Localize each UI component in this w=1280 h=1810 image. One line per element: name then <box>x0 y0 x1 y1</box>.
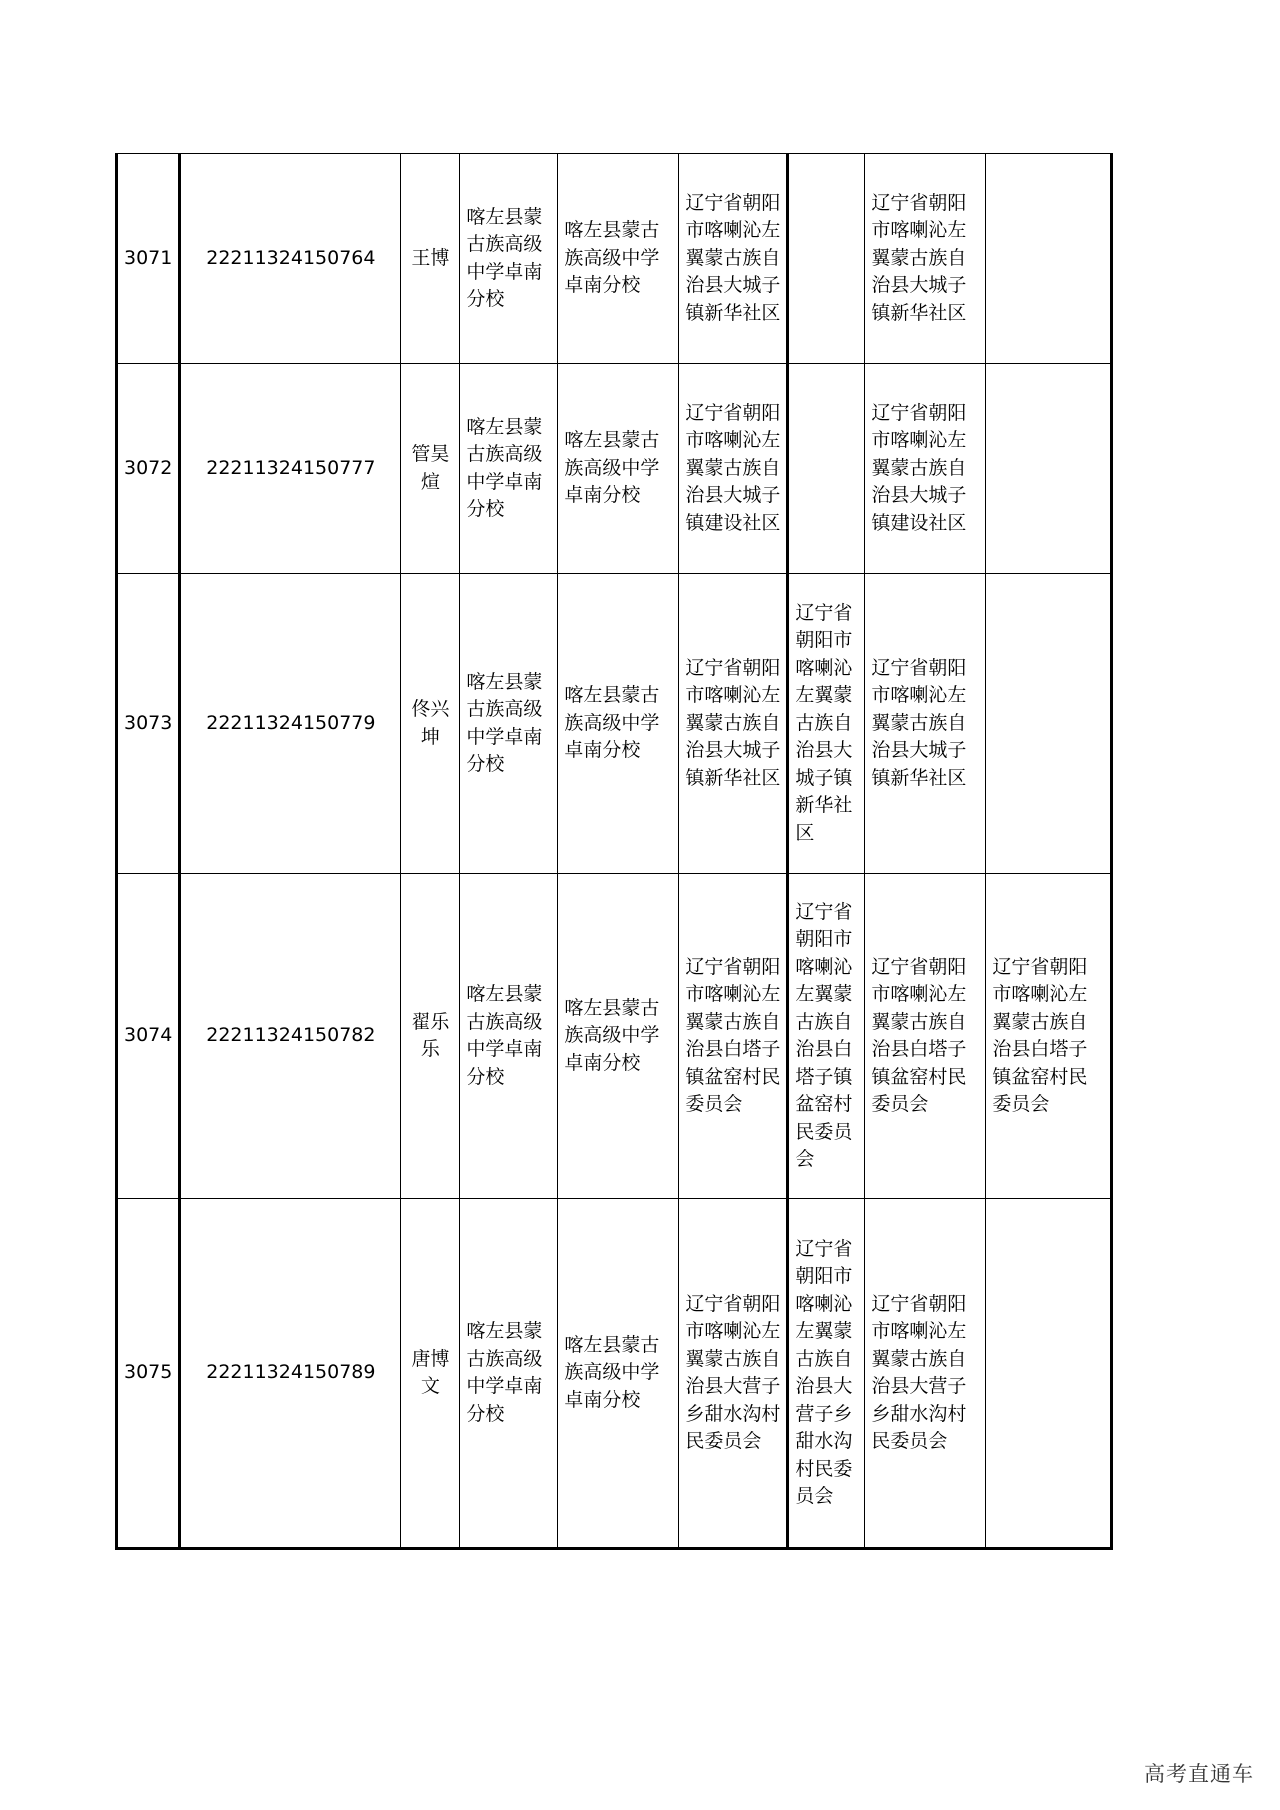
name-cell-text: 唐博文 <box>411 1347 450 1397</box>
address-cell-1 <box>679 574 788 874</box>
name-cell <box>401 364 460 574</box>
address-cell-1-text: 辽宁省朝阳市喀喇沁左翼蒙古族自治县大城子镇新华社区 <box>685 191 781 324</box>
address-cell-3 <box>865 874 986 1199</box>
address-cell-2-text: 辽宁省朝阳市喀喇沁左翼蒙古族自治县大营子乡甜水沟村民委员会 <box>795 1237 853 1507</box>
name-cell <box>401 574 460 874</box>
seq-cell <box>117 574 180 874</box>
exam-id-cell <box>180 154 401 364</box>
exam-id-cell-text: 22211324150782 <box>206 1024 376 1047</box>
school-cell-2 <box>558 574 679 874</box>
exam-id-cell-text: 22211324150789 <box>206 1361 376 1384</box>
school-cell-2-text: 喀左县蒙古族高级中学卓南分校 <box>564 429 660 507</box>
school-cell-text: 喀左县蒙古族高级中学卓南分校 <box>466 415 543 520</box>
school-cell-2-text: 喀左县蒙古族高级中学卓南分校 <box>564 1333 660 1411</box>
seq-cell-text: 3071 <box>124 246 173 269</box>
address-cell-4 <box>986 874 1112 1199</box>
address-cell-3 <box>865 1199 986 1549</box>
school-cell-2-text: 喀左县蒙古族高级中学卓南分校 <box>564 219 660 297</box>
name-cell-text: 管昊煊 <box>411 443 450 493</box>
address-cell-2 <box>788 364 865 574</box>
seq-cell <box>117 364 180 574</box>
seq-cell-text: 3075 <box>124 1361 173 1384</box>
exam-id-cell <box>180 574 401 874</box>
table-row <box>117 874 1112 1199</box>
address-cell-1 <box>679 154 788 364</box>
address-cell-3 <box>865 364 986 574</box>
seq-cell-text: 3072 <box>124 456 173 479</box>
address-cell-4-text: 辽宁省朝阳市喀喇沁左翼蒙古族自治县白塔子镇盆窑村民委员会 <box>992 955 1088 1115</box>
table-row <box>117 154 1112 364</box>
exam-id-cell-text: 22211324150779 <box>206 711 376 734</box>
seq-cell <box>117 154 180 364</box>
address-cell-4 <box>986 574 1112 874</box>
address-cell-3 <box>865 574 986 874</box>
address-cell-2 <box>788 574 865 874</box>
table-row <box>117 364 1112 574</box>
address-cell-2 <box>788 1199 865 1549</box>
address-cell-1-text: 辽宁省朝阳市喀喇沁左翼蒙古族自治县大营子乡甜水沟村民委员会 <box>685 1292 781 1452</box>
school-cell <box>460 874 558 1199</box>
exam-id-cell <box>180 1199 401 1549</box>
school-cell <box>460 1199 558 1549</box>
exam-id-cell <box>180 364 401 574</box>
school-cell-text: 喀左县蒙古族高级中学卓南分校 <box>466 983 543 1088</box>
admission-table <box>115 153 1113 1550</box>
name-cell <box>401 874 460 1199</box>
name-cell <box>401 154 460 364</box>
address-cell-1-text: 辽宁省朝阳市喀喇沁左翼蒙古族自治县白塔子镇盆窑村民委员会 <box>685 955 781 1115</box>
school-cell-2-text: 喀左县蒙古族高级中学卓南分校 <box>564 684 660 762</box>
school-cell-2 <box>558 1199 679 1549</box>
school-cell-2 <box>558 364 679 574</box>
address-cell-3-text: 辽宁省朝阳市喀喇沁左翼蒙古族自治县大城子镇新华社区 <box>871 656 967 789</box>
name-cell <box>401 1199 460 1549</box>
school-cell-2-text: 喀左县蒙古族高级中学卓南分校 <box>564 996 660 1074</box>
seq-cell-text: 3073 <box>124 711 173 734</box>
address-cell-3 <box>865 154 986 364</box>
address-cell-2-text: 辽宁省朝阳市喀喇沁左翼蒙古族自治县白塔子镇盆窑村民委员会 <box>795 900 853 1170</box>
address-cell-1-text: 辽宁省朝阳市喀喇沁左翼蒙古族自治县大城子镇建设社区 <box>685 401 781 534</box>
table-row <box>117 574 1112 874</box>
address-cell-1 <box>679 874 788 1199</box>
name-cell-text: 佟兴坤 <box>411 698 450 748</box>
school-cell <box>460 574 558 874</box>
address-cell-2 <box>788 874 865 1199</box>
school-cell-2 <box>558 874 679 1199</box>
school-cell-2 <box>558 154 679 364</box>
school-cell <box>460 154 558 364</box>
address-cell-3-text: 辽宁省朝阳市喀喇沁左翼蒙古族自治县白塔子镇盆窑村民委员会 <box>871 955 967 1115</box>
address-cell-3-text: 辽宁省朝阳市喀喇沁左翼蒙古族自治县大城子镇新华社区 <box>871 191 967 324</box>
seq-cell <box>117 1199 180 1549</box>
seq-cell-text: 3074 <box>124 1024 173 1047</box>
address-cell-4 <box>986 154 1112 364</box>
school-cell-text: 喀左县蒙古族高级中学卓南分校 <box>466 205 543 310</box>
watermark-text: 高考直通车 <box>1144 1762 1254 1786</box>
exam-id-cell-text: 22211324150764 <box>206 246 376 269</box>
address-cell-2-text: 辽宁省朝阳市喀喇沁左翼蒙古族自治县大城子镇新华社区 <box>795 601 853 844</box>
name-cell-text: 翟乐乐 <box>411 1010 450 1060</box>
address-cell-3-text: 辽宁省朝阳市喀喇沁左翼蒙古族自治县大城子镇建设社区 <box>871 401 967 534</box>
name-cell-text: 王博 <box>411 246 450 269</box>
address-cell-2 <box>788 154 865 364</box>
address-cell-4 <box>986 1199 1112 1549</box>
address-cell-1 <box>679 1199 788 1549</box>
address-cell-3-text: 辽宁省朝阳市喀喇沁左翼蒙古族自治县大营子乡甜水沟村民委员会 <box>871 1292 967 1452</box>
school-cell <box>460 364 558 574</box>
table-body <box>117 154 1112 1549</box>
address-cell-4 <box>986 364 1112 574</box>
school-cell-text: 喀左县蒙古族高级中学卓南分校 <box>466 1320 543 1425</box>
address-cell-1-text: 辽宁省朝阳市喀喇沁左翼蒙古族自治县大城子镇新华社区 <box>685 656 781 789</box>
exam-id-cell-text: 22211324150777 <box>206 456 376 479</box>
seq-cell <box>117 874 180 1199</box>
exam-id-cell <box>180 874 401 1199</box>
school-cell-text: 喀左县蒙古族高级中学卓南分校 <box>466 670 543 775</box>
address-cell-1 <box>679 364 788 574</box>
table-row <box>117 1199 1112 1549</box>
